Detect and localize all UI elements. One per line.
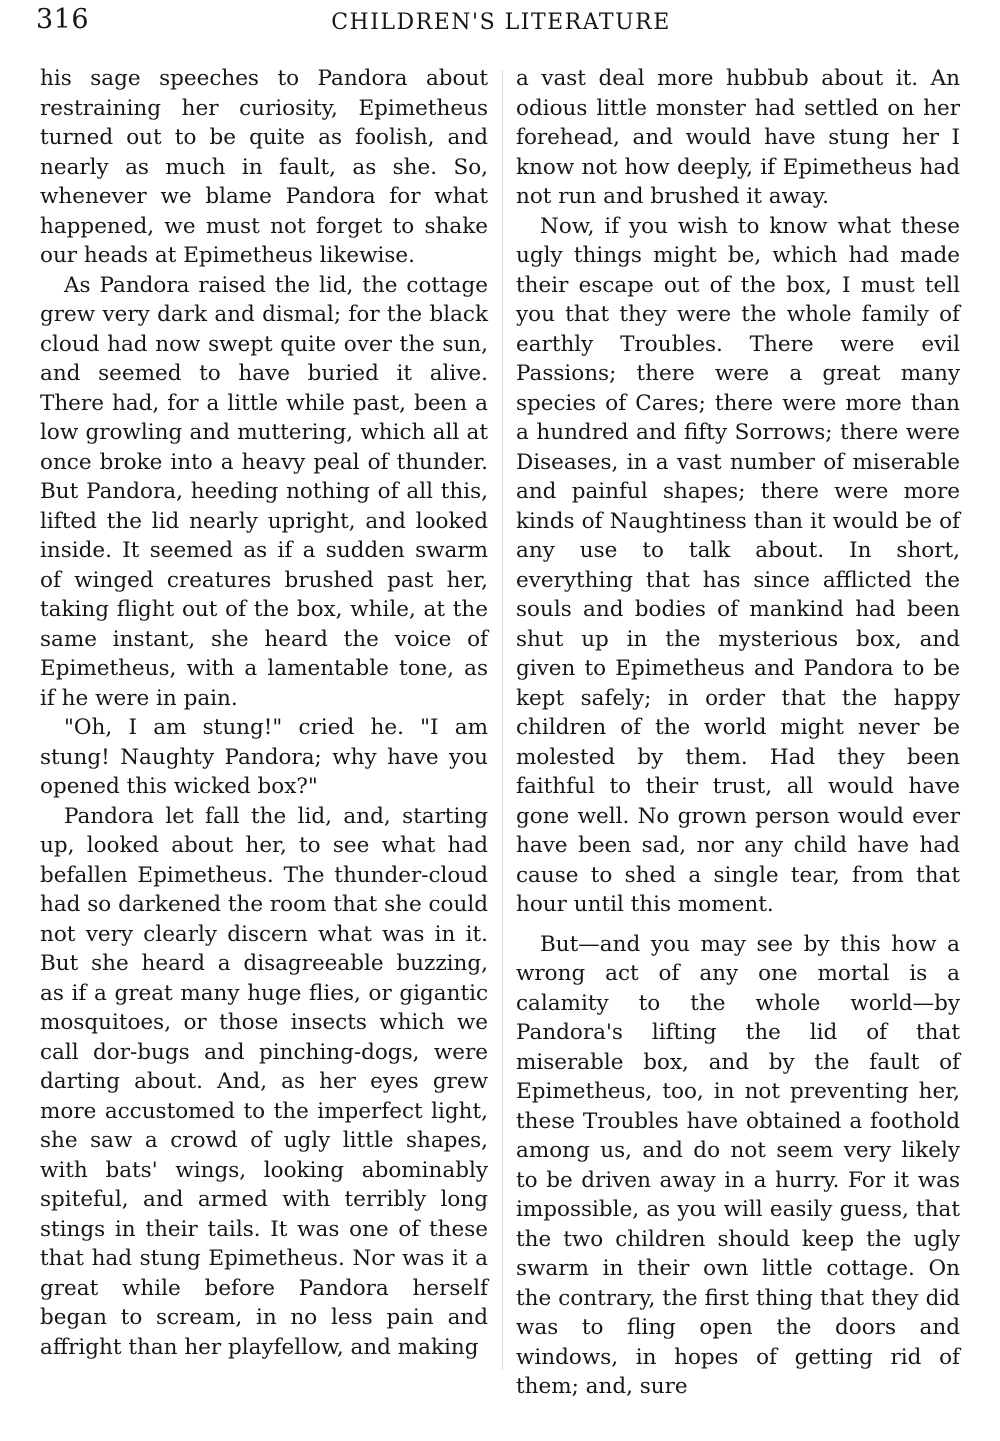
page-header — [36, 4, 966, 44]
paragraph: his sage speeches to Pandora about restraining her curiosity, Epimetheus turned out to be quite as foolish, and nearly as much in fault, as she. So, whenever we blame Pandora for what happened, we must not forget to shake our heads at Epimetheus likewise. — [40, 66, 488, 268]
paragraph: Now, if you wish to know what these ugly things might be, which had made their escape out of the box, I must tell you that they were the whole family of earthly Troubles. There were evil Passions; there were a great many species of Cares; there were more than a hundred and fifty Sorrows; there were Diseases, in a vast number of miserable and painful shapes; there were more kinds of Naughtiness than it would be of any use to talk about. In short, everything that has since afflicted the souls and bodies of mankind had been shut up in the mysterious box, and given to Epimetheus and Pandora to be kept safely; in order that the happy children of the world might never be molested by them. Had they been faithful to their trust, all would have gone well. No grown person would ever have been sad, nor any child have had cause to shed a single tear, from that hour until this moment. — [516, 213, 960, 917]
paragraph: As Pandora raised the lid, the cottage grew very dark and dismal; for the black cloud had now swept quite over the sun, and seemed to have buried it alive. There had, for a little while past, been a low growling and muttering, which all at once broke into a heavy peal of thunder. But Pandora, heeding nothing of all this, lifted the lid nearly upright, and looked inside. It seemed as if a sudden swarm of winged creatures brushed past her, taking flight out of the box, while, at the same instant, she heard the voice of Epimetheus, with a lamentable tone, as if he were in pain. — [40, 272, 488, 711]
paragraph: But—and you may see by this how a wrong act of any one mortal is a calamity to the whole world—by Pandora's lifting the lid of that miserable box, and by the fault of Epimetheus, too, in not preventing her, these Troubles have obtained a foothold among us, and do not seem very likely to be driven away in a hurry. For it was impossible, as you will easily guess, that the two children should keep the ugly swarm in their own little cottage. On the contrary, the first thing that they did was to fling open the doors and windows, in hopes of getting rid of them; and, sure — [516, 931, 960, 1399]
left-column — [40, 64, 488, 1362]
paragraph: a vast deal more hubbub about it. An odious little monster had settled on her forehead, and would have stung her I know not how deeply, if Epimetheus had not run and brushed it away. — [516, 66, 960, 209]
column-divider — [502, 70, 503, 1370]
right-column — [516, 64, 960, 1402]
running-head: CHILDREN'S LITERATURE — [331, 10, 671, 35]
page-number: 316 — [36, 4, 90, 35]
paragraph: Pandora let fall the lid, and, starting up, looked about her, to see what had befallen Epimetheus. The thunder-cloud had so darkened the room that she could not very clearly discern what was in it. But she heard a disagreeable buzzing, as if a great many huge flies, or gigantic mosquitoes, or those insects which we call dor-bugs and pinching-dogs, were darting about. And, as her eyes grew more accustomed to the imperfect light, she saw a crowd of ugly little shapes, with bats' wings, looking abominably spiteful, and armed with terribly long stings in their tails. It was one of these that had stung Epimetheus. Nor was it a great while before Pandora herself began to scream, in no less pain and affright than her playfellow, and making — [40, 803, 488, 1360]
paragraph: "Oh, I am stung!" cried he. "I am stung! Naughty Pandora; why have you opened this wicked box?" — [40, 715, 488, 799]
